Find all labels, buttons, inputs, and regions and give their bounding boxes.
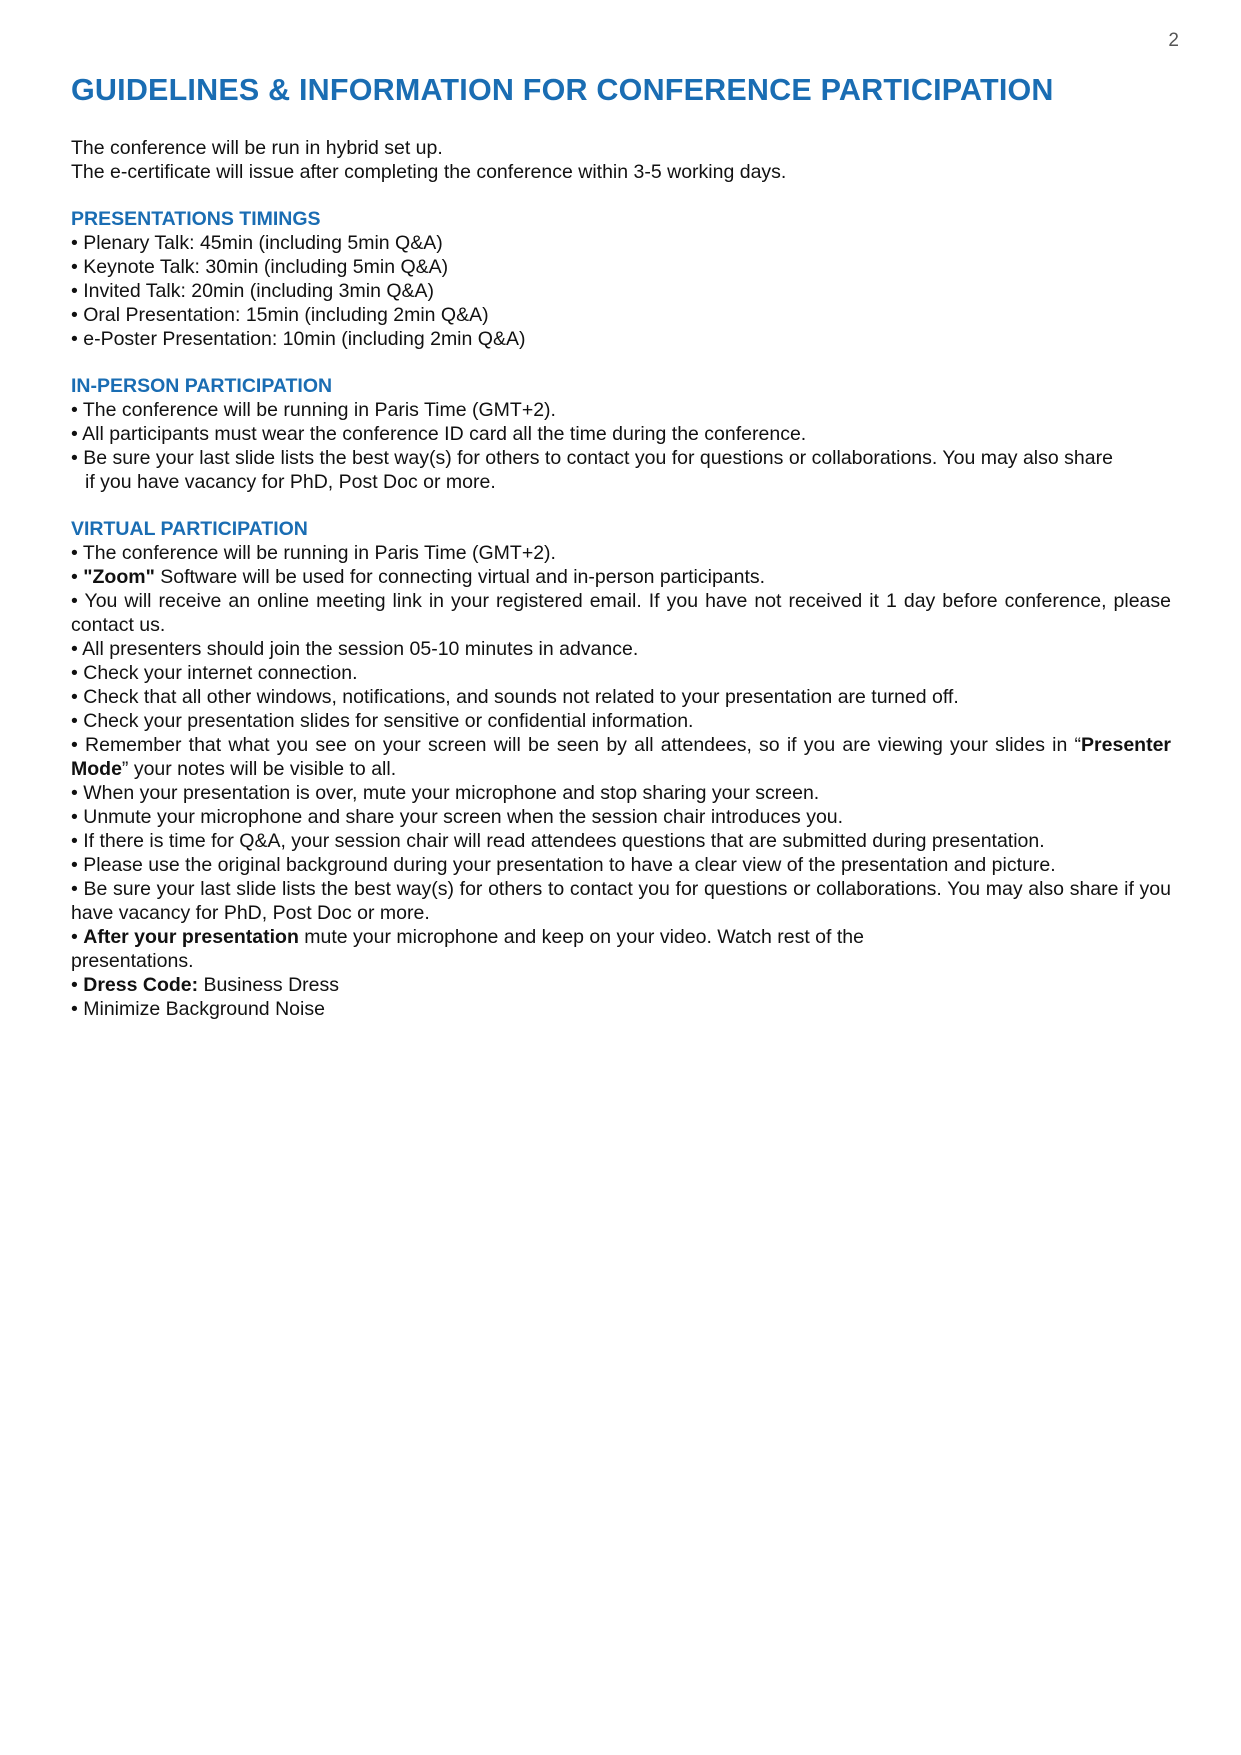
list-item: • Plenary Talk: 45min (including 5min Q&A): [71, 232, 443, 254]
item-text: ” your notes will be visible to all.: [121, 758, 397, 780]
list-item: • Minimize Background Noise: [71, 998, 325, 1020]
bullet: •: [71, 974, 84, 996]
list-item: • Check your internet connection.: [71, 662, 358, 684]
list-item: • You will receive an online meeting link in your registered email. If you have not received it 1 day before conference, please contact us.: [71, 590, 1171, 636]
item-text: Software will be used for connecting virtual and in-person participants.: [154, 566, 766, 588]
list-item: [71, 925, 1171, 949]
bold-text: Dress Code:: [83, 974, 199, 996]
intro-line: The conference will be run in hybrid set up.: [71, 137, 443, 159]
page-number: 2: [1168, 30, 1179, 51]
list-item: • Check that all other windows, notifications, and sounds not related to your presentation are turned off.: [71, 686, 959, 708]
in-person-list: [71, 398, 1171, 494]
list-item: • When your presentation is over, mute your microphone and stop sharing your screen.: [71, 782, 820, 804]
list-item: • e-Poster Presentation: 10min (including 2min Q&A): [71, 328, 526, 350]
list-item: • If there is time for Q&A, your session chair will read attendees questions that are submitted during presentation.: [71, 830, 1045, 852]
section-heading-in-person: IN-PERSON PARTICIPATION: [71, 375, 333, 397]
bullet: •: [71, 926, 84, 948]
bullet: •: [71, 566, 84, 588]
list-item: • All participants must wear the conference ID card all the time during the conference.: [71, 423, 807, 445]
list-item: [71, 973, 1171, 997]
virtual-list: [71, 541, 1171, 1021]
list-item: [71, 733, 1171, 781]
list-item: • All presenters should join the session 05-10 minutes in advance.: [71, 638, 639, 660]
document-body: [71, 70, 1171, 1021]
intro-paragraph: [71, 136, 1171, 184]
list-item-continuation: if you have vacancy for PhD, Post Doc or more.: [85, 471, 496, 493]
list-item: • Check your presentation slides for sensitive or confidential information.: [71, 710, 694, 732]
list-item: [71, 565, 1171, 589]
list-item: • Please use the original background during your presentation to have a clear view of the presentation and picture.: [71, 854, 1056, 876]
timings-list: [71, 231, 1171, 351]
item-text: • Remember that what you see on your screen will be seen by all attendees, so if you are viewing your slides in “: [71, 734, 1082, 756]
bold-text: "Zoom": [83, 566, 155, 588]
section-heading-timings: PRESENTATIONS TIMINGS: [71, 208, 321, 230]
bold-text: After your presentation: [83, 926, 299, 948]
list-item: • Be sure your last slide lists the best way(s) for others to contact you for questions or collaborations. You may also share if you have vacancy for PhD, Post Doc or more.: [71, 878, 1171, 924]
list-item: • Be sure your last slide lists the best way(s) for others to contact you for questions or collaborations. You may also share: [71, 447, 1113, 469]
list-item: • Oral Presentation: 15min (including 2min Q&A): [71, 304, 489, 326]
section-heading-virtual: VIRTUAL PARTICIPATION: [71, 518, 308, 540]
list-item: • Keynote Talk: 30min (including 5min Q&A): [71, 256, 449, 278]
list-item: • The conference will be running in Paris Time (GMT+2).: [71, 399, 556, 421]
intro-line: The e-certificate will issue after completing the conference within 3-5 working days.: [71, 161, 787, 183]
page-title: GUIDELINES & INFORMATION FOR CONFERENCE PARTICIPATION: [71, 73, 1054, 107]
list-item-continuation: presentations.: [71, 950, 194, 972]
list-item: • The conference will be running in Paris Time (GMT+2).: [71, 542, 556, 564]
item-text: mute your microphone and keep on your video. Watch rest of the: [298, 926, 864, 948]
item-text: Business Dress: [198, 974, 340, 996]
list-item: • Invited Talk: 20min (including 3min Q&A): [71, 280, 435, 302]
bold-text: Presenter Mode: [71, 734, 1171, 780]
list-item: • Unmute your microphone and share your screen when the session chair introduces you.: [71, 806, 844, 828]
